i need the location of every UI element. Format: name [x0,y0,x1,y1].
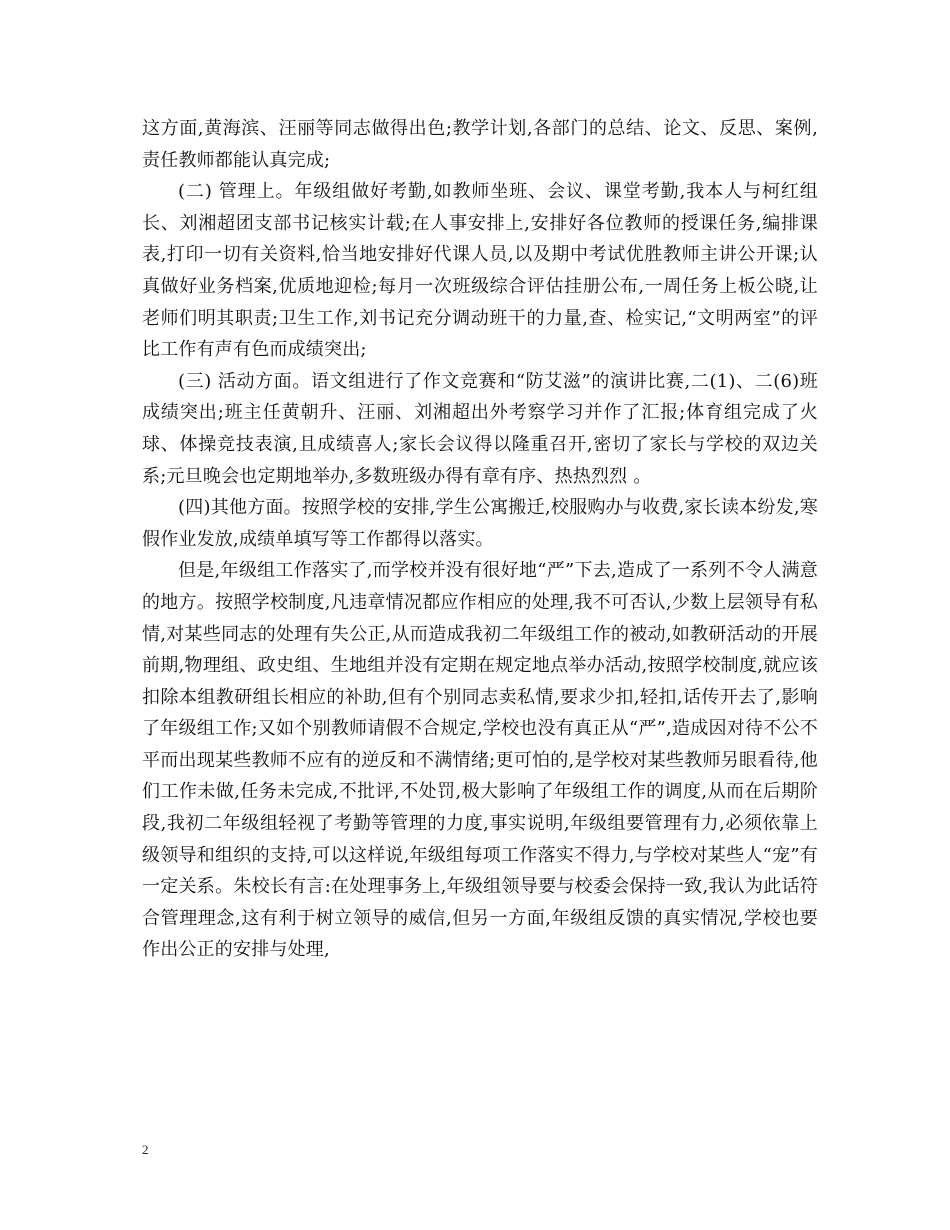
document-body [142,113,818,966]
paragraph-other: (四)其他方面。按照学校的安排,学生公寓搬迁,校服购办与收费,家长读本纷发,寒假作业发放,成绩单填写等工作都得以落实。 [142,497,818,550]
paragraph-activities: (三) 活动方面。语文组进行了作文竞赛和“防艾滋”的演讲比赛,二(1)、二(6)班成绩突出;班主任黄朝升、汪丽、刘湘超出外考察学习并作了汇报;体育组完成了火球、体操竞技表演,且成绩喜人;家长会议得以隆重召开,密切了家长与学校的双边关系;元旦晚会也定期地举办,多数班级办得有章有序、热热烈烈 。 [142,370,818,487]
paragraph-management: (二) 管理上。年级组做好考勤,如教师坐班、会议、课堂考勤,我本人与柯红组长、刘湘超团支部书记核实计载;在人事安排上,安排好各位教师的授课任务,编排课表,打印一切有关资料,恰当地安排好代课人员,以及期中考试优胜教师主讲公开课;认真做好业务档案,优质地迎检;每月一次班级综合评估挂册公布,一周任务上板公晓,让老师们明其职责;卫生工作,刘书记充分调动班干的力量,查、检实记,“文明两室”的评比工作有声有色而成绩突出; [142,181,818,361]
paragraph-continuation: 这方面,黄海滨、汪丽等同志做得出色;教学计划,各部门的总结、论文、反思、案例,责任教师都能认真完成; [142,118,818,171]
paragraph-however: 但是,年级组工作落实了,而学校并没有很好地“严”下去,造成了一系列不令人满意的地方。按照学校制度,凡违章情况都应作相应的处理,我不可否认,少数上层领导有私情,对某些同志的处理有失公正,从而造成我初二年级组工作的被动,如教研活动的开展前期,物理组、政史组、生地组并没有定期在规定地点举办活动,按照学校制度,就应该扣除本组教研组长相应的补助,但有个别同志卖私情,要求少扣,轻扣,话传开去了,影响了年级组工作;又如个别教师请假不合规定,学校也没有真正从“严”,造成因对待不公不平而出现某些教师不应有的逆反和不满情绪;更可怕的,是学校对某些教师另眼看待,他们工作未做,任务未完成,不批评,不处罚,极大影响了年级组工作的调度,从而在后期阶段,我初二年级组轻视了考勤等管理的力度,事实说明,年级组要管理有力,必须依靠上级领导和组织的支持,可以这样说,年级组每项工作落实不得力,与学校对某些人“宠”有一定关系。朱校长有言:在处理事务上,年级组领导要与校委会保持一致,我认为此话符合管理理念,这有利于树立领导的威信,但另一方面,年级组反馈的真实情况,学校也要作出公正的安排与处理, [142,560,818,961]
page-number: 2 [142,1142,149,1157]
